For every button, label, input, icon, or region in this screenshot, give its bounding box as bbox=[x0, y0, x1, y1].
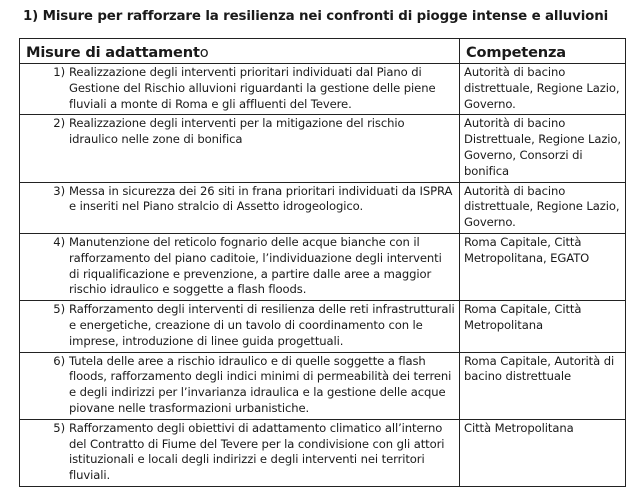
header-measures-bold: Misure di adattament bbox=[26, 44, 200, 61]
competence-cell: Autorità di bacino distrettuale, Regione Lazio, Governo. bbox=[460, 182, 626, 233]
competence-cell: Roma Capitale, Città Metropolitana bbox=[460, 301, 626, 352]
competence-cell: Autorità di bacino Distrettuale, Regione Lazio, Governo, Consorzi di bonifica bbox=[460, 115, 626, 182]
row-number: 1) bbox=[53, 65, 65, 79]
table-row bbox=[20, 301, 626, 352]
table-row bbox=[20, 182, 626, 233]
measure-cell bbox=[20, 115, 460, 182]
table-row bbox=[20, 233, 626, 300]
header-competence: Competenza bbox=[460, 39, 626, 64]
table-row bbox=[20, 419, 626, 486]
measure-cell bbox=[20, 233, 460, 300]
table-row bbox=[20, 115, 626, 182]
measure-cell bbox=[20, 419, 460, 486]
section-heading: 1) Misure per rafforzare la resilienza nei confronti di piogge intense e alluvioni bbox=[23, 9, 609, 24]
measure-cell bbox=[20, 182, 460, 233]
measure-text: Realizzazione degli interventi prioritari individuati dal Piano di Gestione del Rischio alluvioni riguardanti la gestione delle piene fluviali a monte di Roma e gli affluenti del Tevere. bbox=[69, 65, 436, 111]
measure-cell bbox=[20, 352, 460, 419]
measure-text: Rafforzamento degli obiettivi di adattamento climatico all’interno del Contratto di Fiume del Tevere per la condivisione con gli attori istituzionali e locali degli indirizzi e degli interventi nei territori fluviali. bbox=[69, 420, 445, 483]
competence-cell: Città Metropolitana bbox=[460, 419, 626, 486]
table-header-row bbox=[20, 39, 626, 64]
row-number: 4) bbox=[53, 234, 65, 249]
measure-text: Tutela delle aree a rischio idraulico e di quelle soggette a flash floods, rafforzamento degli indici minimi di permeabilità dei terreni e degli indirizzi per l’invarianza idraulica e la gestione delle acque piovane nelle trasformazioni urbanistiche. bbox=[69, 353, 452, 415]
measure-text: Messa in sicurezza dei 26 siti in frana prioritari individuati da ISPRA e inseriti nel Piano stralcio di Assetto idrogeologico. bbox=[69, 183, 453, 214]
competence-cell: Roma Capitale, Autorità di bacino distrettuale bbox=[460, 352, 626, 419]
measures-table bbox=[19, 38, 626, 487]
competence-cell: Autorità di bacino distrettuale, Regione Lazio, Governo. bbox=[460, 64, 626, 115]
measure-cell bbox=[20, 64, 460, 115]
row-number: 5) bbox=[53, 420, 65, 435]
row-number: 3) bbox=[53, 183, 65, 198]
row-number: 2) bbox=[53, 116, 65, 131]
table-row bbox=[20, 352, 626, 419]
measure-text: Manutenzione del reticolo fognario delle acque bianche con il rafforzamento del piano caditoie, l’individuazione degli interventi di riqualificazione e prevenzione, a partire dalle aree a maggior rischio idraulico e soggette a flash floods. bbox=[69, 234, 442, 297]
measure-cell bbox=[20, 301, 460, 352]
measure-text: Realizzazione degli interventi per la mitigazione del rischio idraulico nelle zone di bonifica bbox=[69, 116, 405, 147]
header-measures-light: o bbox=[199, 44, 209, 61]
row-number: 5) bbox=[53, 302, 65, 317]
row-number: 6) bbox=[53, 353, 65, 368]
competence-cell: Roma Capitale, Città Metropolitana, EGATO bbox=[460, 233, 626, 300]
table-row bbox=[20, 64, 626, 115]
header-measures bbox=[20, 39, 460, 64]
measure-text: Rafforzamento degli interventi di resilienza delle reti infrastrutturali e energetiche, creazione di un tavolo di coordinamento con le imprese, introduzione di linee guida progettuali. bbox=[69, 302, 455, 348]
